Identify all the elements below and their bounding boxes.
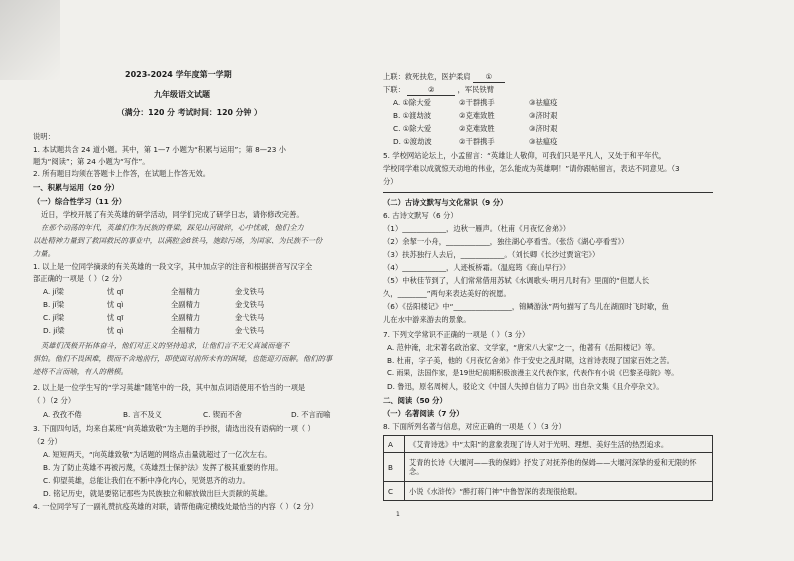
couplet-lower: 下联： ② ，军民铁臂 bbox=[383, 85, 495, 94]
question-1: 1. 以上是一位同学摘录的有关英雄的一段文字，其中加点字的注音和根据拼音写汉字全 bbox=[33, 262, 313, 271]
question-1b: 部正确的一项是（ ）（2 分） bbox=[33, 274, 127, 283]
section-1-title: 一、积累与运用（20 分） bbox=[33, 183, 119, 192]
handwritten-4: 英雄们茂极开拓体奋斗，他们对正义的坚持追求，让他们言不无父真诚而毫不 bbox=[41, 341, 290, 350]
subsection-1-title: （一）综合性学习（11 分） bbox=[33, 197, 126, 206]
question-5b: 学校同学难以成就惊天动地的伟业，怎么能成为英雄啊！”请你跟帖留言，表达不同意见。（3 bbox=[383, 164, 680, 173]
school-year: 2023-2024 学年度第一学期 bbox=[125, 70, 232, 79]
table-cell-label: C bbox=[384, 482, 405, 501]
question-3b: （2 分） bbox=[33, 437, 62, 446]
q7-option-b: B. 杜甫，字子美，他的《月夜忆舍弟》作于安史之乱时期，这首诗表现了国家百姓之苦。 bbox=[387, 356, 674, 365]
q6-item-1: （1）____________，边秋一雁声。（杜甫《月夜忆舍弟》） bbox=[383, 224, 571, 233]
table-cell-text: 小说《水浒传》“醉打蒋门神”中鲁智深的表现很抢眼。 bbox=[405, 482, 713, 501]
question-8: 8. 下面所列名著与信息，对应正确的一项是（ ）（3 分） bbox=[383, 422, 566, 431]
q3-option-a: A. 短短两天，“向英雄致敬”为话题的网络点击量就超过了一亿次左右。 bbox=[43, 450, 272, 459]
score-time: （满分：120 分 考试时间：120 分钟 ） bbox=[117, 108, 262, 117]
exam-page: 2023-2024 学年度第一学期 九年级语文试题 （满分：120 分 考试时间：120 分钟 ） 说明： 1. 本试题共含 24 道小题。其中，第 1—7 小题为“积累与运用”；第 8—23 小 题为“阅读”；第 24 小题为“写作”。 2. 所有题目均须在答题卡上作答，在试题上作答无效。 一、积累与运用（20 分） （一）综合性学习（11 分） 近日，学校开展了有关英雄的研学活动，同学们完成了研学日志，请你修改完善。 在那个动荡的年代，英雄们作为民族的脊梁，踩见山河破碎，心中忧戚，他们全力 以赴精神力量到了救国救民的事业中，以满腔金8铁马，施踪污场，为国家、为民族不一份 力量。 1. 以上是一位同学摘录的有关英雄的一段文字，其中加点字的注音和根据拼音写汉字全 部正确的一项是（ ）（2 分） A. jí梁 忧 qī 全福精力 金戈铁马 B. jǐ梁 忧 qì 全副精力 金戈铁马 C. jǐ梁 忧 qī 全副精力 金弋铁马 D. jí梁 忧 qì 全福精力 金弋铁马 英雄们茂极开拓体奋斗，他们对正义的坚持追求，让他们言不无父真诚而毫不 惧怕。他们不畏困难，锲而不舍地前行，即使面对前所未有的困境，也能迎刃而解。他们的事 迹将不言而喻，有人的楷模。 2. 以上是一位学生写的“学习英雄”随笔中的一段，其中加点词语使用不恰当的一项是 （ ）（2 分） A. 孜孜不倦 B. 言不及义 C. 锲而不舍 D. 不言而喻 3. 下面四句话，均来自某班“向英雄致敬”为主题的手抄报，请选出没有语病的一项（ ） （2 分） A. 短短两天，“向英雄致敬”为话题的网络点击量就超过了一亿次左右。 B. 为了防止英雄不再被污蔑，《英雄烈士保护法》发挥了极其重要的作用。 C. 仰望英雄，总能让我们在不断中净化内心，见贤思齐的动力。 D. 铭记历史，就是要铭记那些为民族独立和解放做出巨大贡献的英雄。 4. 一位同学写了一副礼赞抗疫英雄的对联，请帮他确定横线处最恰当的内容（ ）（2 分） 上联：救死扶危，医护柔肩 ① 下联： ② ，军民铁臂 A. ①除大爱 ②干群携手 ③祛瘟疫 B. ①渡劫波 ②克难致胜 ③济时艰 C. ①除大爱 ②克难致胜 ③济时艰 D. ①渡劫波 ②干群携手 ③祛瘟疫 5. 学校网站论坛上，小孟留言：“英雄让人敬仰，可我们只是平凡人，又处于和平年代， 学校同学难以成就惊天动地的伟业，怎么能成为英雄啊！”请你跟帖留言，表达不同意见。（3 分） （二）古诗文默写与文化常识（9 分） 6. 古诗文默写（6 分） （1）____________，边秋一雁声。（杜甫《月夜忆舍弟》） （2）余挈一小舟，____________，独往湖心亭看雪。（张岱《湖心亭看雪》） （3）扶苏独行人去后，____________。（刘长卿《长沙过贾谊宅》） （4）____________，人迹板桥霜。（温庭筠《商山早行》） （5）中秋佳节到了，人们常常借用苏轼《水调歌头·明月几时有》里面的“但愿人长 久，________”两句来表达美好的祝愿。 （6）《岳阳楼记》中“________________，锦鳞游泳”两句描写了鸟儿在湖面时飞时歇，鱼 儿在水中游来游去的景象。 7. 下列文学常识不正确的一项是（ ）（3 分） A. 范仲淹，北宋著名政治家、文学家，“唐宋八大家”之一，他著有《岳阳楼记》等。 B. 杜甫，字子美，他的《月夜忆舍弟》作于安史之乱时期，这首诗表现了国家百姓之苦。 C. 雨果，法国作家，是19世纪前期积极浪漫主义代表作家，代表作有小说《巴黎圣母院》等。 D. 鲁迅，原名周树人，驳论文《中国人失掉自信力了吗》出自杂文集《且介亭杂文》。 二、阅读（50 分） （一）名著阅读（7 分） 8. 下面所列名著与信息，对应正确的一项是（ ）（3 分） A 《艾青诗选》中“太阳”的意象表现了诗人对于光明、理想、美好生活的热烈追求。 B 艾青的长诗《大堰河——我的保姆》抒发了对抚养他的保姆——大堰河深挚的爱和无限的怀念。 C 小说《水浒传》“醉打蒋门神”中鲁智深的表现很抢眼。 1 bbox=[0, 0, 794, 561]
table-cell-text: 《艾青诗选》中“太阳”的意象表现了诗人对于光明、理想、美好生活的热烈追求。 bbox=[405, 436, 713, 453]
instruction-2: 2. 所有题目均须在答题卡上作答，在试题上作答无效。 bbox=[33, 169, 211, 178]
instructions-label: 说明： bbox=[33, 132, 55, 141]
question-5a: 5. 学校网站论坛上，小孟留言：“英雄让人敬仰，可我们只是平凡人，又处于和平年代， bbox=[383, 151, 667, 160]
handwritten-5: 惧怕。他们不畏困难，锲而不舍地前行，即使面对前所未有的困境，也能迎刃而解。他们的事 bbox=[33, 354, 333, 363]
subsection-reading-title: （一）名著阅读（7 分） bbox=[383, 409, 464, 418]
table-row bbox=[384, 453, 713, 482]
q7-option-a: A. 范仲淹，北宋著名政治家、文学家，“唐宋八大家”之一，他著有《岳阳楼记》等。 bbox=[387, 343, 660, 352]
q6-item-5b: 久，________”两句来表达美好的祝愿。 bbox=[383, 289, 511, 298]
q6-item-4: （4）____________，人迹板桥霜。（温庭筠《商山早行》） bbox=[383, 263, 571, 272]
question-2b: （ ）（2 分） bbox=[33, 396, 76, 405]
handwritten-1: 在那个动荡的年代，英雄们作为民族的脊梁，踩见山河破碎，心中忧戚，他们全力 bbox=[41, 223, 304, 232]
instruction-1b: 题为“阅读”；第 24 小题为“写作”。 bbox=[33, 157, 150, 166]
instruction-1a: 1. 本试题共含 24 道小题。其中，第 1—7 小题为“积累与运用”；第 8—23 小 bbox=[33, 145, 286, 154]
answer-line bbox=[383, 192, 713, 193]
table-cell-label: A bbox=[384, 436, 405, 453]
q7-option-d: D. 鲁迅，原名周树人，驳论文《中国人失掉自信力了吗》出自杂文集《且介亭杂文》。 bbox=[387, 382, 664, 391]
q6-item-2: （2）余挈一小舟，____________，独往湖心亭看雪。（张岱《湖心亭看雪》） bbox=[383, 237, 629, 246]
q8-table bbox=[383, 435, 713, 501]
question-3: 3. 下面四句话，均来自某班“向英雄致敬”为主题的手抄报，请选出没有语病的一项（ ） bbox=[33, 424, 315, 433]
q3-option-d: D. 铭记历史，就是要铭记那些为民族独立和解放做出巨大贡献的英雄。 bbox=[43, 489, 273, 498]
question-6: 6. 古诗文默写（6 分） bbox=[383, 211, 458, 220]
scan-shadow bbox=[0, 0, 60, 80]
q6-item-3: （3）扶苏独行人去后，____________。（刘长卿《长沙过贾谊宅》） bbox=[383, 250, 600, 259]
table-row bbox=[384, 482, 713, 501]
q7-option-c: C. 雨果，法国作家，是19世纪前期积极浪漫主义代表作家，代表作有小说《巴黎圣母院》等。 bbox=[387, 369, 679, 377]
exam-title: 九年级语文试题 bbox=[154, 90, 210, 99]
question-4: 4. 一位同学写了一副礼赞抗疫英雄的对联，请帮他确定横线处最恰当的内容（ ）（2 分） bbox=[33, 502, 318, 511]
question-5c: 分） bbox=[383, 177, 398, 186]
q6-item-6b: 儿在水中游来游去的景象。 bbox=[383, 315, 471, 324]
question-2: 2. 以上是一位学生写的“学习英雄”随笔中的一段，其中加点词语使用不恰当的一项是 bbox=[33, 383, 306, 392]
table-cell-label: B bbox=[384, 453, 405, 482]
handwritten-3: 力量。 bbox=[33, 249, 55, 258]
couplet-upper: 上联：救死扶危，医护柔肩 ① bbox=[383, 72, 505, 83]
q6-item-5a: （5）中秋佳节到了，人们常常借用苏轼《水调歌头·明月几时有》里面的“但愿人长 bbox=[383, 276, 650, 285]
page-number: 1 bbox=[396, 511, 400, 518]
section-reading-title: 二、阅读（50 分） bbox=[383, 396, 447, 405]
section-2-title: （二）古诗文默写与文化常识（9 分） bbox=[383, 198, 508, 207]
table-cell-text: 艾青的长诗《大堰河——我的保姆》抒发了对抚养他的保姆——大堰河深挚的爱和无限的怀念。 bbox=[405, 453, 713, 482]
q3-option-c: C. 仰望英雄，总能让我们在不断中净化内心，见贤思齐的动力。 bbox=[43, 476, 250, 485]
handwritten-2: 以赴精神力量到了救国救民的事业中，以满腔金8铁马，施踪污场，为国家、为民族不一份 bbox=[33, 236, 323, 245]
q3-option-b: B. 为了防止英雄不再被污蔑，《英雄烈士保护法》发挥了极其重要的作用。 bbox=[43, 463, 283, 472]
handwritten-6: 迹将不言而喻，有人的楷模。 bbox=[33, 367, 128, 376]
question-7: 7. 下列文学常识不正确的一项是（ ）（3 分） bbox=[383, 330, 530, 339]
q6-item-6a: （6）《岳阳楼记》中“________________，锦鳞游泳”两句描写了鸟儿在湖面时飞时歇，鱼 bbox=[383, 302, 669, 311]
table-row bbox=[384, 436, 713, 453]
intro-text: 近日，学校开展了有关英雄的研学活动，同学们完成了研学日志，请你修改完善。 bbox=[41, 210, 304, 219]
